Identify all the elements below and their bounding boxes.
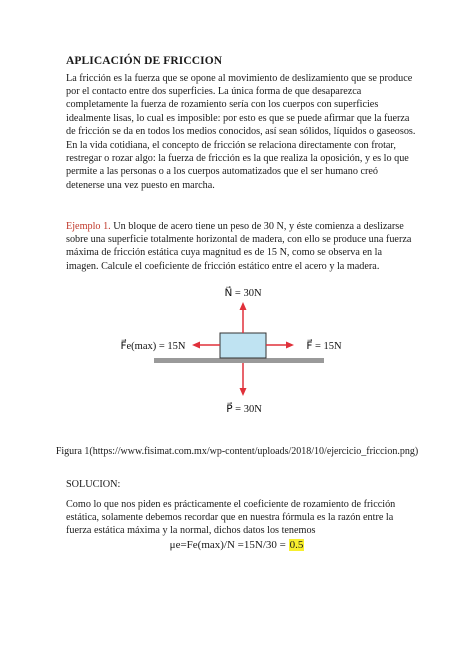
ground-surface xyxy=(154,358,324,363)
solution-paragraph: Como lo que nos piden es prácticamente el coeficiente de rozamiento de fricción estática, solamente debemos recordar que en nuestra fórmula es la razón entre la fuerza estática máxima y la normal, dichos datos los tenemos xyxy=(66,499,396,537)
example-text: Un bloque de acero tiene un peso de 30 N, y éste comienza a deslizarse sobre una superficie totalmente horizontal de madera, con ello se produce una fuerza máxima de fricción estática cuya magnitud es de 15 N, como se observa en la imagen. Calcule el coeficiente de fricción estático entre el acero y la madera. xyxy=(66,221,412,272)
normal-force-label: N⃗ = 30N xyxy=(224,288,262,299)
daily-life-paragraph: En la vida cotidiana, el concepto de fricción se relaciona directamente con frotar, restregar o rozar algo: la fuerza de fricción es la que realiza la oposición, y es lo que permite a las personas o a los cuerpos automatizados que el ser humano creó detenerse una vez puesto en marcha. xyxy=(66,140,409,191)
figure-caption: Figura 1(https://www.fisimat.com.mx/wp-content/uploads/2018/10/ejercicio_friccion.png) xyxy=(55,446,419,457)
friction-force-label: F⃗e(max) = 15N xyxy=(120,341,186,352)
applied-force-label: F⃗ = 15N xyxy=(306,341,342,352)
weight-force-label: P⃗ = 30N xyxy=(226,404,262,415)
formula-line xyxy=(0,539,474,551)
formula-result: 0.5 xyxy=(289,539,304,551)
normal-force-arrow xyxy=(240,302,247,333)
document-title: APLICACIÓN DE FRICCION xyxy=(66,55,223,67)
example-label: Ejemplo 1. xyxy=(66,221,111,232)
formula-expression: μe=Fe(max)/N =15N/30 = xyxy=(169,539,289,551)
intro-paragraph: La fricción es la fuerza que se opone al movimiento de deslizamiento que se produce por el contacto entre dos superficies. La única forma de que desaparezca completamente la fuerza de rozamiento sería con los cuerpos con superficies idealmente lisas, lo cual es imposible: por esto es que se puede afirmar que la fuerza de fricción se da en todos los medios conocidos, así sean sólidos, líquidos o gaseosos. xyxy=(66,73,416,137)
applied-force-arrow xyxy=(266,342,294,349)
solution-heading: SOLUCION: xyxy=(66,479,121,490)
weight-force-arrow xyxy=(240,363,247,396)
friction-force-arrow xyxy=(192,342,220,349)
steel-block xyxy=(220,333,266,358)
